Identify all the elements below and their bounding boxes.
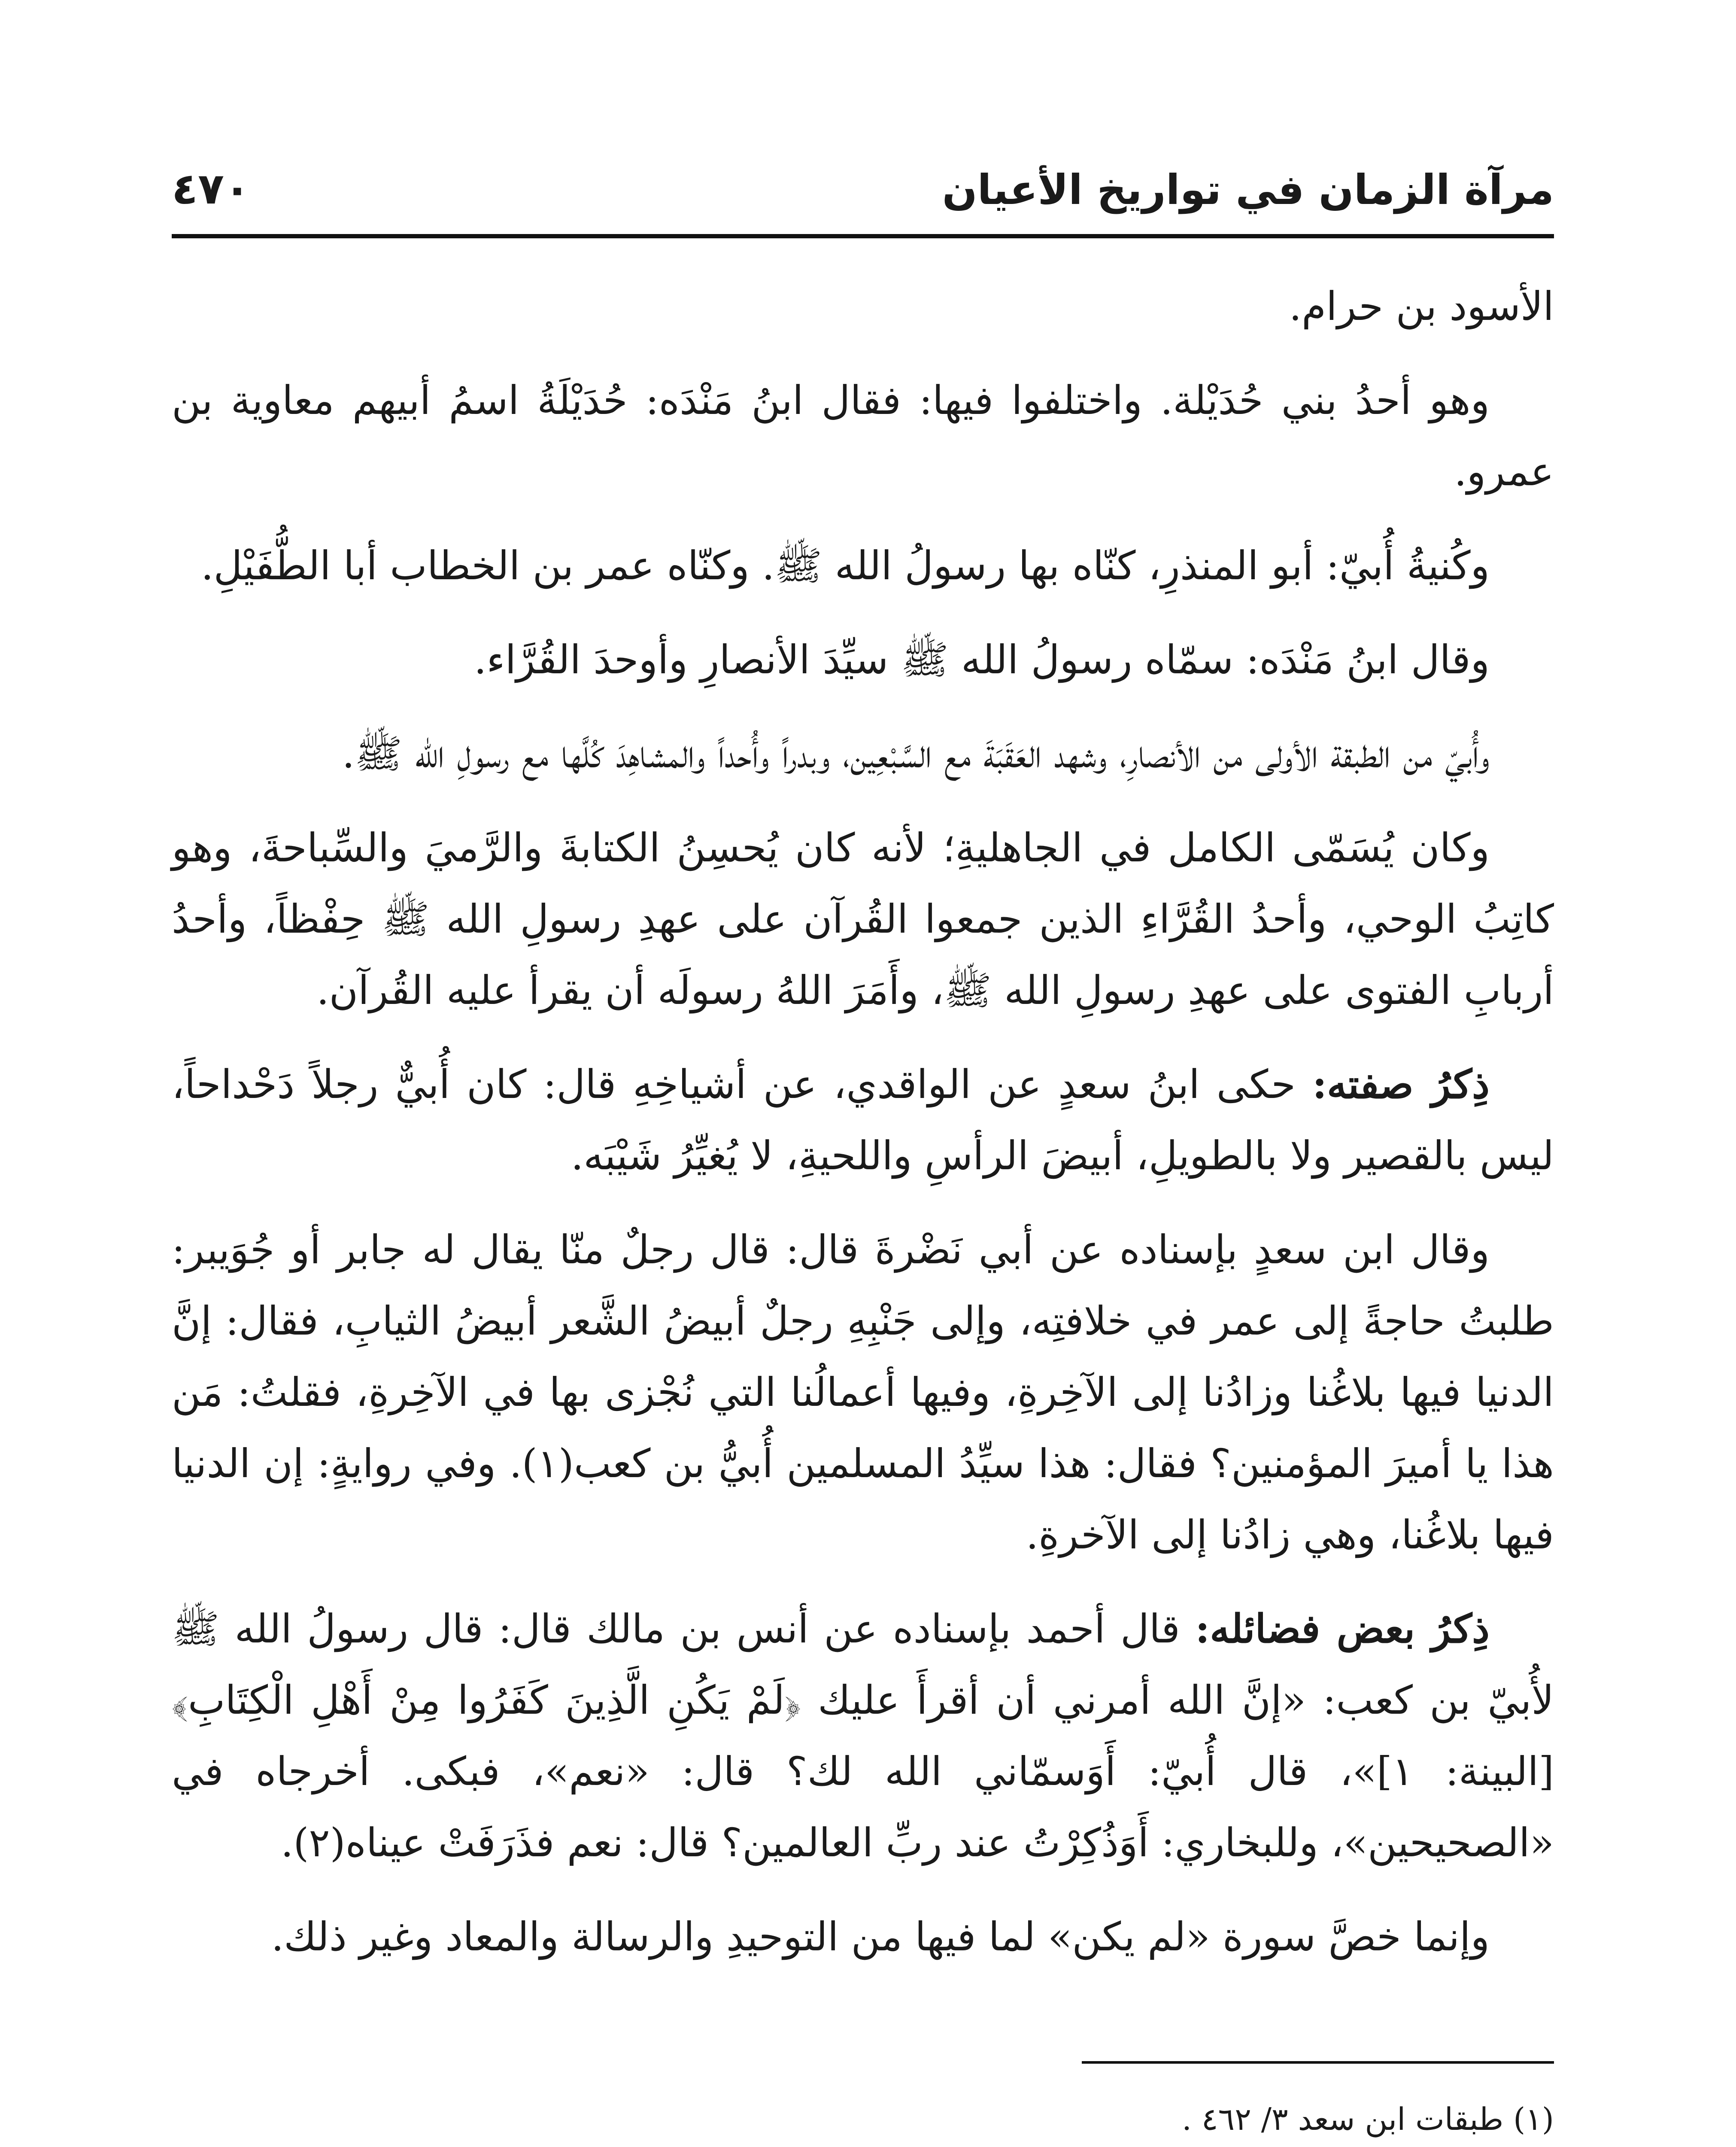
- paragraph-virtues: ذِكرُ بعض فضائله: قال أحمد بإسناده عن أنس بن مالك قال: قال رسولُ الله ﷺ لأُبيّ بن كعب: «إنَّ الله أمرني أن أقرأَ عليك ﴿لَمْ يَكُنِ الَّذِينَ كَفَرُوا مِنْ أَهْلِ الْكِتَابِ﴾[البينة: ١]»، قال أُبيّ: أَوَسمّاني الله لك؟ قال: «نعم»، فبكى. أخرجاه في «الصحيحين»، وللبخاري: أَوَذُكِرْتُ عند ربِّ العالمين؟ قال: نعم فذَرَفَتْ عيناه(٢).: [172, 1606, 1554, 1866]
- running-title: مرآة الزمان في تواريخ الأعيان: [942, 166, 1554, 214]
- paragraph-description: ذِكرُ صفته: حكى ابنُ سعدٍ عن الواقدي، عن أشياخِهِ قال: كان أُبيٌّ رجلاً دَحْداحاً، ليس بالقصير ولا بالطويلِ، أبيضَ الرأسِ واللحيةِ، لا يُغيِّرُ شَيْبَه.: [172, 1061, 1554, 1179]
- footnote: (١) طبقات ابن سعد ٣/ ٤٦٢ .: [1182, 2101, 1554, 2137]
- paragraph: وكان يُسَمّى الكامل في الجاهليةِ؛ لأنه كان يُحسِنُ الكتابةَ والرَّميَ والسِّباحةَ، وهو كاتِبُ الوحي، وأحدُ القُرَّاءِ الذين جمعوا القُرآن على عهدِ رسولِ الله ﷺ حِفْظاً، وأحدُ أربابِ الفتوى على عهدِ رسولِ الله ﷺ، وأَمَرَ اللهُ رسولَه أن يقرأ عليه القُرآن.: [172, 825, 1554, 1013]
- page-number: ٤٧٠: [172, 164, 251, 214]
- main-text: [172, 271, 1554, 1995]
- page-header: [172, 146, 1554, 214]
- footnotes: [172, 2091, 1554, 2147]
- section-heading: ذِكرُ بعض فضائله:: [1195, 1606, 1490, 1652]
- paragraph: وكُنيةُ أُبيّ: أبو المنذرِ، كنّاه بها رسولُ الله ﷺ. وكنّاه عمر بن الخطاب أبا الطُّفَيْلِ.: [201, 543, 1490, 589]
- book-page: [172, 129, 1554, 2147]
- header-rule: [172, 234, 1554, 238]
- paragraph: وهو أحدُ بني حُدَيْلة. واختلفوا فيها: فقال ابنُ مَنْدَه: حُدَيْلَةُ اسمُ أبيهم معاوية بن عمرو.: [172, 377, 1554, 495]
- paragraph: وإنما خصَّ سورة «لم يكن» لما فيها من التوحيدِ والرسالة والمعاد وغير ذلك.: [271, 1914, 1490, 1960]
- section-heading: ذِكرُ صفته:: [1312, 1061, 1490, 1107]
- paragraph: وقال ابن سعدٍ بإسناده عن أبي نَضْرةَ قال: قال رجلٌ منّا يقال له جابر أو جُوَيبر: طلبتُ حاجةً إلى عمر في خلافتِه، وإلى جَنْبِهِ رجلٌ أبيضُ الشَّعر أبيضُ الثيابِ، فقال: إنَّ الدنيا فيها بلاغُنا وزادُنا إلى الآخِرةِ، وفيها أعمالُنا التي نُجْزى بها في الآخِرةِ، فقلتُ: مَن هذا يا أميرَ المؤمنين؟ فقال: هذا سيِّدُ المسلمين أُبيُّ بن كعب(١). وفي روايةٍ: إن الدنيا فيها بلاغُنا، وهي زادُنا إلى الآخرةِ.: [172, 1227, 1554, 1558]
- footnote-rule: [1082, 2061, 1554, 2064]
- paragraph: وأُبيّ من الطبقة الأولى من الأنصارِ، وشهد العَقَبَةَ مع السَّبْعِين، وبدراً وأُحداً والمشاهِدَ كُلَّها مع رسولِ الله ﷺ.: [342, 731, 1490, 777]
- paragraph: الأسود بن حرام.: [1289, 283, 1554, 329]
- paragraph: وقال ابنُ مَنْدَه: سمّاه رسولُ الله ﷺ سيِّدَ الأنصارِ وأوحدَ القُرَّاء.: [474, 637, 1490, 683]
